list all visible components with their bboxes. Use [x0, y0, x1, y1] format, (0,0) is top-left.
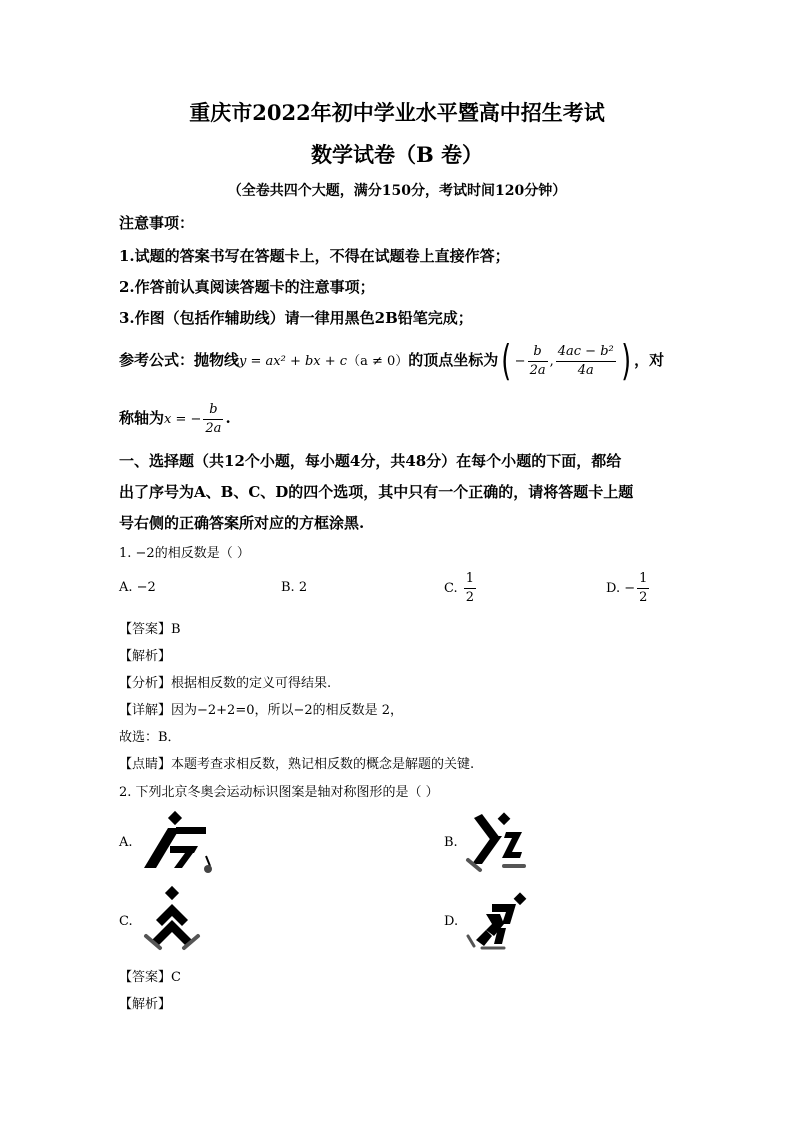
section1-line1: 一、选择题（共12个小题，每小题4分，共48分）在每个小题的下面，都给 — [119, 452, 622, 470]
formula-mid: 的顶点坐标为 — [408, 351, 499, 369]
notice-item-1: 1.试题的答案书写在答题卡上，不得在试题卷上直接作答； — [119, 247, 510, 265]
q1-fenxi: 【分析】根据相反数的定义可得结果. — [119, 676, 332, 691]
axis-label: 称轴为 — [119, 409, 165, 427]
q1-analysis-label: 【解析】 — [119, 649, 172, 664]
q2-stem: 2. 下列北京冬奥会运动标识图案是轴对称图形的是（ ） — [119, 785, 439, 800]
q2-label-a: A. — [119, 835, 133, 850]
q2-label-b: B. — [444, 835, 458, 850]
axis-formula: 称轴为x = − $\frac{b}{2a}$ . — [119, 401, 231, 436]
axis-fraction: $\frac{b}{2a}$ — [205, 401, 222, 436]
formula-label: 参考公式：抛物线 — [119, 351, 240, 369]
formula-expr: y = ax² + bx + c — [239, 354, 348, 369]
notice-item-2: 2.作答前认真阅读答题卡的注意事项； — [119, 278, 375, 296]
q1-answer: 【答案】B — [119, 622, 181, 637]
q1-option-c: C. $\frac{1}{2}$ — [444, 571, 475, 605]
exam-subtitle: 数学试卷（B 卷） — [310, 142, 484, 167]
q1-option-d: D. − $\frac{1}{2}$ — [606, 571, 648, 605]
formula-cond: （a ≠ 0） — [347, 354, 409, 369]
q1-dianjing: 【点睛】本题考查求相反数，熟记相反数的概念是解题的关键. — [119, 757, 475, 772]
notice-item-3: 3.作图（包括作辅助线）请一律用黑色2B铅笔完成； — [119, 309, 473, 327]
q2-label-c: C. — [119, 914, 133, 929]
q2-label-d: D. — [444, 914, 459, 929]
q1-stem: 1. −2的相反数是（ ） — [119, 546, 250, 561]
q2-answer: 【答案】C — [119, 970, 181, 985]
q1-xiangjie: 【详解】因为−2+2=0，所以−2的相反数是 2， — [119, 703, 404, 718]
ski-jumping-pictogram-icon — [462, 808, 532, 876]
section1-line2: 出了序号为A、B、C、D的四个选项，其中只有一个正确的，请将答题卡上题 — [119, 483, 634, 501]
section1-line3: 号右侧的正确答案所对应的方框涂黑. — [119, 514, 365, 532]
formula-tail: ，对 — [634, 351, 665, 369]
vertex-x-fraction: $\frac{b}{2a}$ — [529, 343, 546, 378]
notice-heading: 注意事项： — [119, 214, 195, 232]
freestyle-skiing-pictogram-icon — [142, 886, 202, 952]
q1-conclusion: 故选：B． — [119, 730, 181, 745]
vertex-y-fraction: $\frac{\text{4ac − b²}}{4a}$ — [557, 343, 614, 378]
speed-skating-pictogram-icon — [462, 890, 534, 954]
exam-note: （全卷共四个大题，满分150分，考试时间120分钟） — [227, 183, 567, 199]
curling-pictogram-icon — [140, 810, 220, 875]
q2-analysis-label: 【解析】 — [119, 997, 172, 1012]
q1-option-a: A. −2 — [119, 580, 156, 595]
exam-title: 重庆市2022年初中学业水平暨高中招生考试 — [189, 100, 605, 125]
q1-option-b: B. 2 — [281, 580, 308, 595]
reference-formula: 参考公式：抛物线y = ax² + bx + c（a ≠ 0）的顶点坐标为( − $\frac{b}{2a}$ , $\frac{\text{4ac − b²}}{4a}$ ) ，对 — [119, 336, 665, 385]
